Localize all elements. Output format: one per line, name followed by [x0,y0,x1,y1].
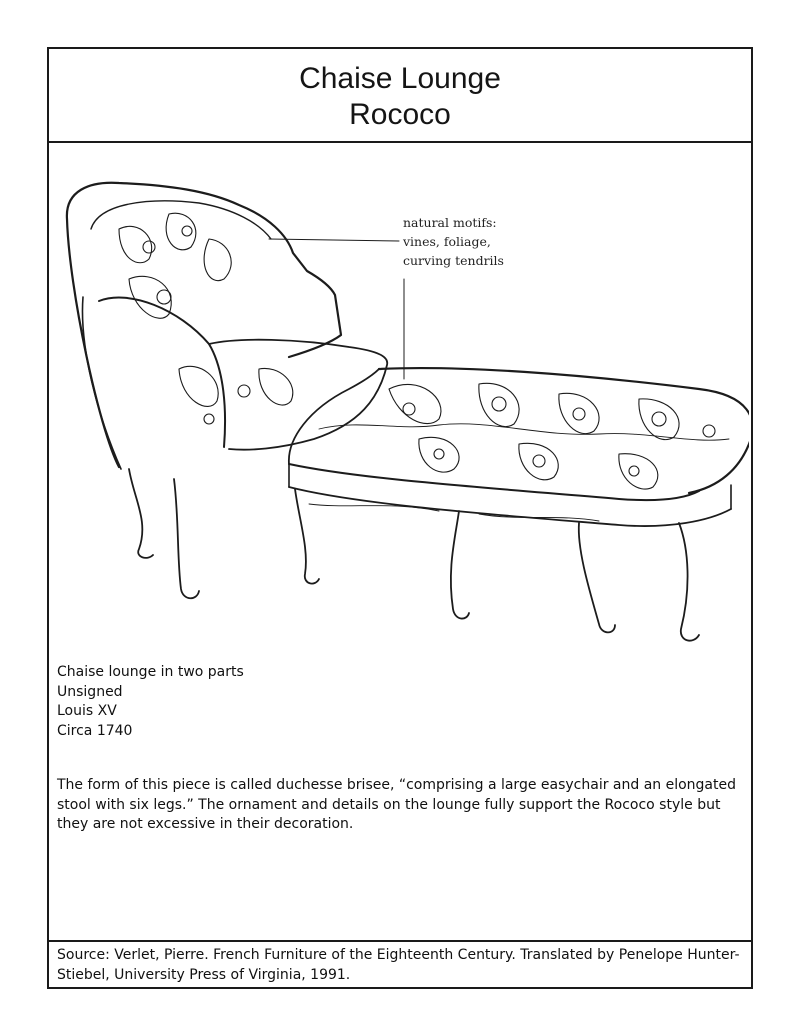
annotation [403,213,504,270]
stool-side-edge [289,369,379,464]
source-citation: Source: Verlet, Pierre. French Furniture of the Eighteenth Century. Translated by Penelope Hunter-Stiebel, University Press of Virginia, 1991. [57,947,740,983]
annotation-line: vines, foliage, [403,234,491,249]
source-box [49,940,751,989]
stool-top [379,368,749,493]
title-box [49,49,751,143]
chair-back [67,183,341,467]
detail-line: Chaise lounge in two parts [57,664,244,680]
stool-leg-3 [579,523,615,632]
stool-skirt [289,487,731,526]
description: The form of this piece is called duchesse brisee, “comprising a large easychair and an elongated stool with six legs.” The ornament and details on the lounge fully support the Rococo style but they are not excessive in their decoration. [57,777,736,832]
detail-line: Louis XV [57,703,117,719]
chair-arm-outer [82,297,121,469]
detail-line: Circa 1740 [57,722,133,739]
chair-leg-1 [129,469,153,558]
page-frame [47,47,753,989]
annotation-line: natural motifs: [403,215,497,230]
stool-front-edge [289,464,699,500]
page-subtitle: Rococo [349,98,451,131]
chair-leg-2 [174,479,199,598]
chair-arm [99,298,225,447]
page-title: Chaise Lounge [299,62,501,95]
stool-leg-2 [451,511,469,619]
detail-line: Unsigned [57,683,123,700]
stool-skirt-end [289,464,731,509]
annotation-leader-horizontal [269,239,399,241]
stool-leg-4 [679,523,699,641]
piece-details [57,663,244,741]
annotation-line: curving tendrils [403,253,504,268]
stool-leg-1 [295,489,319,584]
